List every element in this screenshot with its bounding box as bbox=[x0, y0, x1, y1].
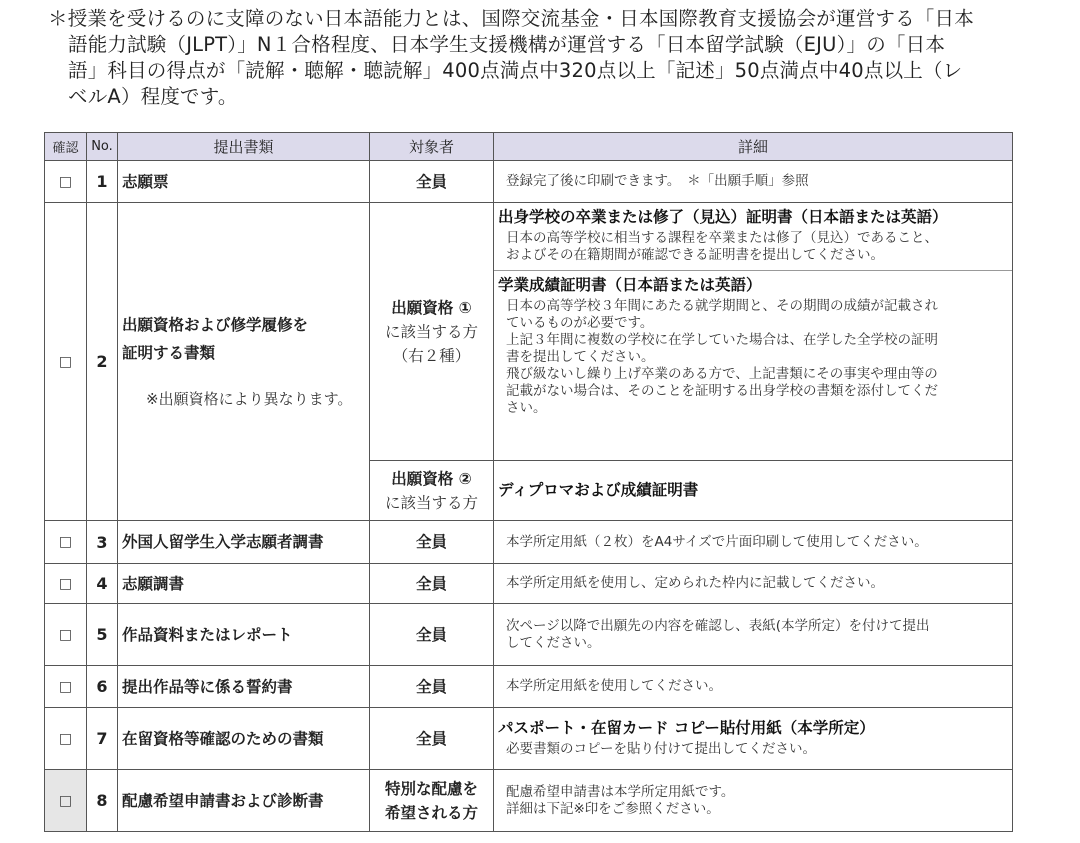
detail-line: さい。 bbox=[506, 400, 547, 416]
row-number: 3 bbox=[87, 521, 118, 564]
detail-title: 出身学校の卒業または修了（見込）証明書（日本語または英語） bbox=[498, 208, 948, 226]
table-row bbox=[45, 604, 1013, 666]
header-no: No. bbox=[87, 133, 118, 161]
document-name bbox=[118, 203, 370, 521]
target-person: 全員 bbox=[370, 161, 494, 203]
checkbox[interactable]: □ bbox=[45, 564, 87, 604]
checkbox[interactable]: □ bbox=[45, 708, 87, 770]
header-check: 確認 bbox=[45, 133, 87, 161]
detail-title: 学業成績証明書（日本語または英語） bbox=[498, 276, 762, 294]
target-person: 全員 bbox=[370, 666, 494, 708]
target-person: 全員 bbox=[370, 521, 494, 564]
table-row bbox=[45, 666, 1013, 708]
row-number: 1 bbox=[87, 161, 118, 203]
detail-text bbox=[494, 708, 1013, 770]
table-row bbox=[45, 770, 1013, 832]
detail-divider bbox=[494, 270, 1012, 271]
document-name-line: 出願資格および修学履修を bbox=[122, 315, 309, 334]
table-row bbox=[45, 708, 1013, 770]
document-name: 配慮希望申請書および診断書 bbox=[118, 770, 370, 832]
documents-table bbox=[44, 132, 1013, 832]
detail-text bbox=[494, 604, 1013, 666]
header-documents: 提出書類 bbox=[118, 133, 370, 161]
detail-text: 登録完了後に印刷できます。 ＊「出願手順」参照 bbox=[494, 161, 1013, 203]
table-row bbox=[45, 564, 1013, 604]
document-name-line: 証明する書類 bbox=[122, 343, 216, 362]
qualification-1-line: に該当する方 bbox=[384, 322, 478, 341]
intro-line: ＊授業を受けるのに支障のない日本語能力とは、国際交流基金・日本国際教育支援協会が運営する「日本 bbox=[48, 7, 974, 30]
target-line: 希望される方 bbox=[384, 803, 478, 822]
detail-text: 本学所定用紙を使用し、定められた枠内に記載してください。 bbox=[494, 564, 1013, 604]
detail-line: してください。 bbox=[506, 634, 601, 651]
header-detail: 詳細 bbox=[494, 133, 1013, 161]
table-row bbox=[45, 521, 1013, 564]
document-name: 提出作品等に係る誓約書 bbox=[118, 666, 370, 708]
target-line: 特別な配慮を bbox=[384, 779, 478, 798]
detail-line: 書を提出してください。 bbox=[506, 349, 655, 365]
detail-body bbox=[506, 230, 1012, 264]
checkbox[interactable]: □ bbox=[45, 770, 87, 832]
checkbox[interactable]: □ bbox=[45, 203, 87, 521]
detail-body bbox=[506, 298, 1012, 417]
row-number: 8 bbox=[87, 770, 118, 832]
document-name: 志願調書 bbox=[118, 564, 370, 604]
table-header-row bbox=[45, 133, 1013, 161]
target-qualification-2 bbox=[370, 461, 494, 521]
detail-qualification-1 bbox=[494, 203, 1013, 461]
detail-line: ているものが必要です。 bbox=[506, 315, 654, 331]
table-row bbox=[45, 203, 1013, 461]
intro-line: ベルA）程度です。 bbox=[68, 85, 238, 108]
qualification-1-title: 出願資格 ① bbox=[391, 298, 472, 317]
document-name: 在留資格等確認のための書類 bbox=[118, 708, 370, 770]
intro-note bbox=[48, 6, 1058, 110]
detail-title: パスポート・在留カード コピー貼付用紙（本学所定） bbox=[498, 718, 875, 737]
row-number: 6 bbox=[87, 666, 118, 708]
target-qualification-1 bbox=[370, 203, 494, 461]
checkbox[interactable]: □ bbox=[45, 604, 87, 666]
checkbox[interactable]: □ bbox=[45, 521, 87, 564]
table-row bbox=[45, 161, 1013, 203]
target-person: 全員 bbox=[370, 708, 494, 770]
checkbox[interactable]: □ bbox=[45, 666, 87, 708]
detail-text bbox=[494, 770, 1013, 832]
row-number: 2 bbox=[87, 203, 118, 521]
document-name: 志願票 bbox=[118, 161, 370, 203]
detail-text: 本学所定用紙（２枚）をA4サイズで片面印刷して使用してください。 bbox=[494, 521, 1013, 564]
detail-line: 上記３年間に複数の学校に在学していた場合は、在学した全学校の証明 bbox=[506, 332, 938, 348]
detail-line: 記載がない場合は、そのことを証明する出身学校の書類を添付してくだ bbox=[506, 383, 938, 399]
header-target: 対象者 bbox=[370, 133, 494, 161]
checkbox[interactable]: □ bbox=[45, 161, 87, 203]
qualification-1-line: （右２種） bbox=[392, 346, 471, 365]
intro-line: 語」科目の得点が「読解・聴解・聴読解」400点満点中320点以上「記述」50点満点中40点以上（レ bbox=[68, 59, 963, 82]
qualification-note: ※出願資格により異なります。 bbox=[146, 389, 353, 408]
target-person: 全員 bbox=[370, 564, 494, 604]
qualification-2-line: に該当する方 bbox=[384, 493, 478, 512]
detail-line: 次ページ以降で出願先の内容を確認し、表紙(本学所定）を付けて提出 bbox=[506, 617, 930, 634]
qualification-2-title: 出願資格 ② bbox=[391, 469, 472, 488]
detail-line: 飛び級ないし繰り上げ卒業のある方で、上記書類にその事実や理由等の bbox=[506, 366, 938, 382]
detail-line: 詳細は下記※印をご参照ください。 bbox=[506, 800, 720, 817]
detail-line: 日本の高等学校に相当する課程を卒業または修了（見込）であること、 bbox=[506, 230, 938, 246]
detail-line: 配慮希望申請書は本学所定用紙です。 bbox=[506, 783, 735, 800]
row-number: 5 bbox=[87, 604, 118, 666]
detail-text: 本学所定用紙を使用してください。 bbox=[494, 666, 1013, 708]
detail-qualification-2 bbox=[494, 461, 1013, 521]
target-person bbox=[370, 770, 494, 832]
detail-line: 必要書類のコピーを貼り付けて提出してください。 bbox=[506, 740, 816, 757]
document-name: 作品資料またはレポート bbox=[118, 604, 370, 666]
detail-line: 日本の高等学校３年間にあたる就学期間と、その期間の成績が記載され bbox=[506, 298, 938, 314]
target-person: 全員 bbox=[370, 604, 494, 666]
row-number: 4 bbox=[87, 564, 118, 604]
document-name: 外国人留学生入学志願者調書 bbox=[118, 521, 370, 564]
detail-line: およびその在籍期間が確認できる証明書を提出してください。 bbox=[506, 247, 884, 263]
intro-line: 語能力試験（JLPT）」N１合格程度、日本学生支援機構が運営する「日本留学試験（EJU）」の「日本 bbox=[68, 33, 946, 56]
detail-title: ディプロマおよび成績証明書 bbox=[498, 481, 699, 499]
row-number: 7 bbox=[87, 708, 118, 770]
